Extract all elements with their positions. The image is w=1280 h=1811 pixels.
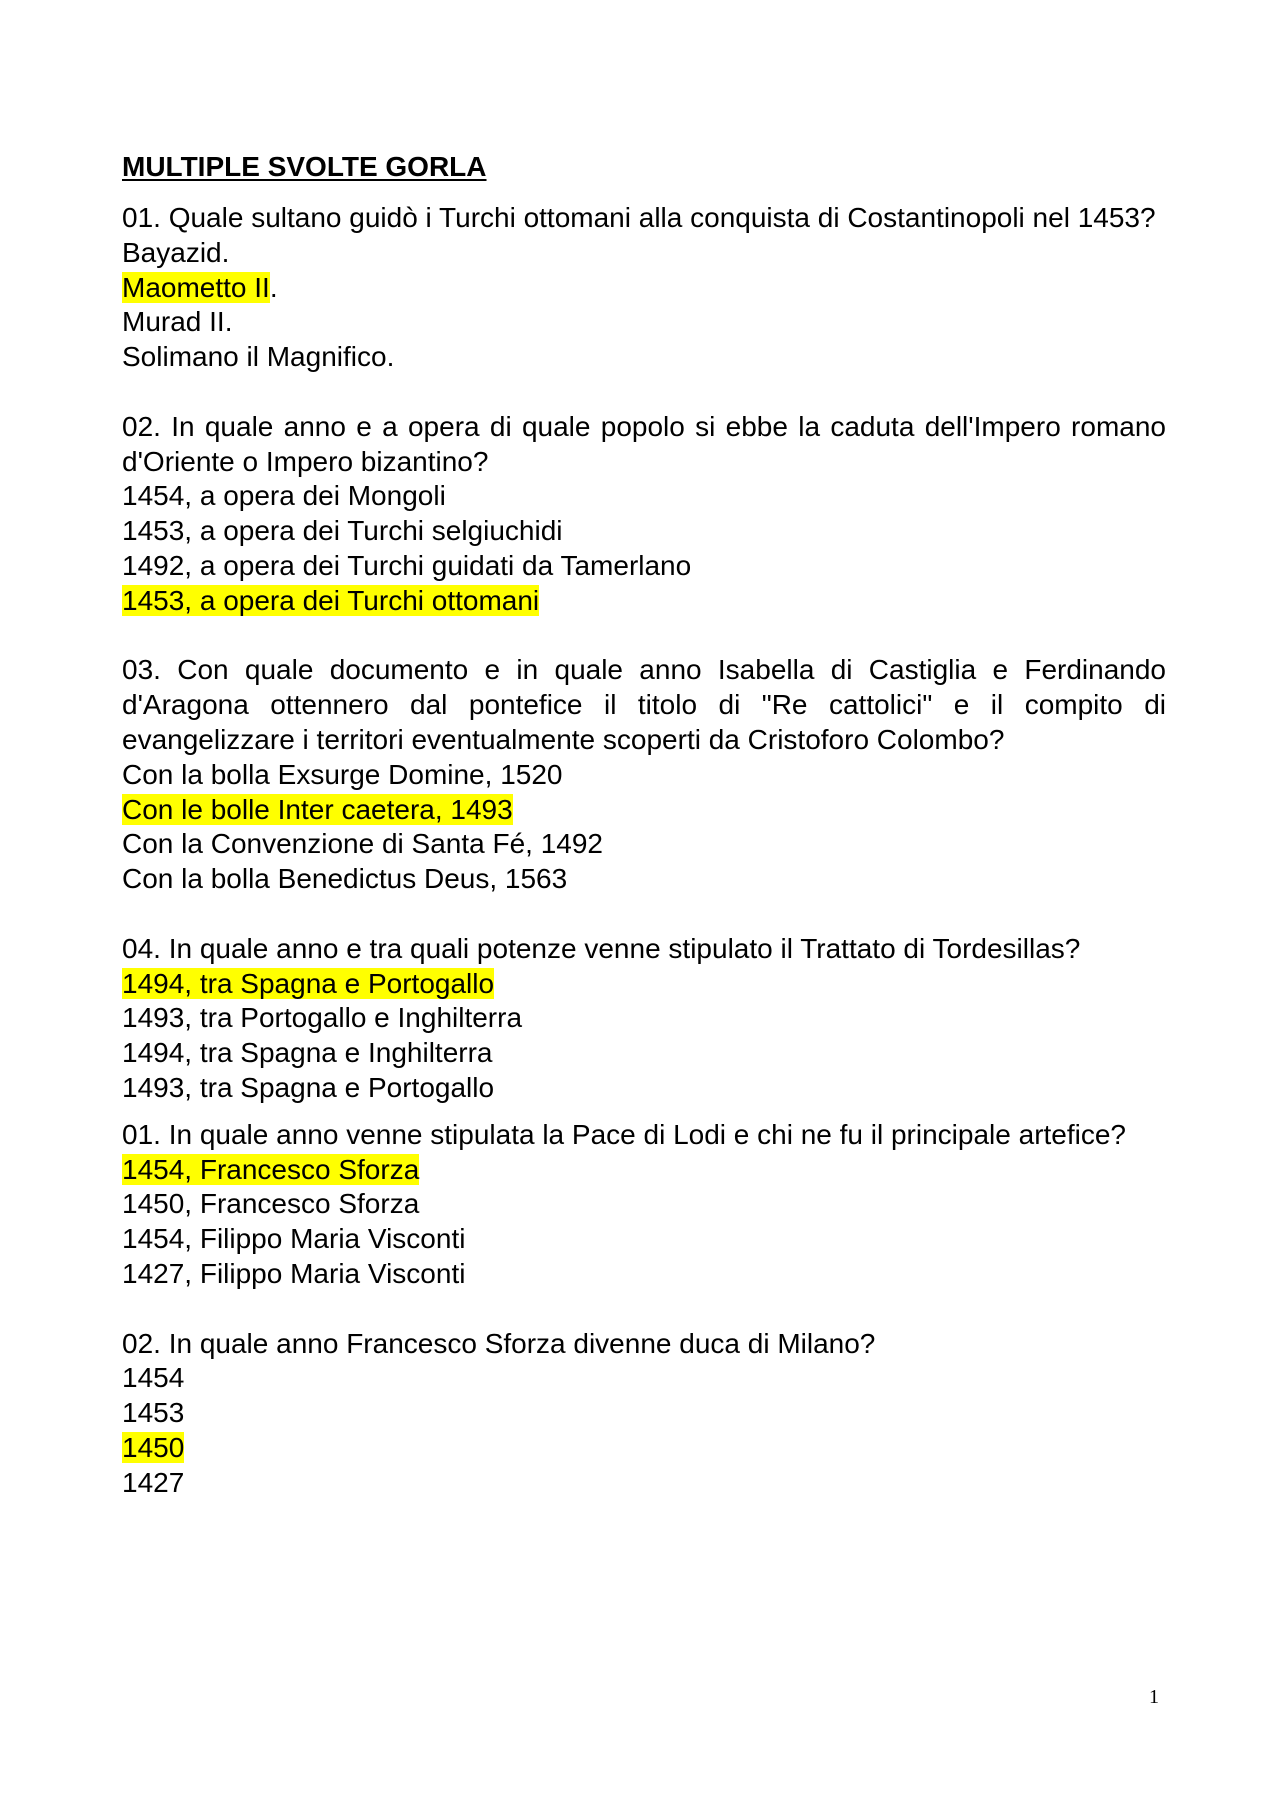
question-block: [122, 201, 1166, 375]
question-text: 02. In quale anno Francesco Sforza divenne duca di Milano?: [122, 1327, 876, 1359]
question-block: [122, 1118, 1166, 1292]
document-page: [122, 148, 1166, 1500]
answer-option: 1492, a opera dei Turchi guidati da Tamerlano: [122, 549, 692, 581]
answer-option-correct: Maometto II.: [122, 271, 278, 303]
answer-option-correct: [122, 793, 1166, 828]
question-text: 02. In quale anno e a opera di quale popolo si ebbe la caduta dell'Impero romano d'Oriente o Impero bizantino?: [122, 410, 1166, 477]
document-title: MULTIPLE SVOLTE GORLA: [122, 151, 487, 182]
answer-option: 1453: [122, 1397, 185, 1429]
question-block: [122, 653, 1166, 897]
answer-option: 1453, a opera dei Turchi selgiuchidi: [122, 515, 563, 547]
answer-option: 1493, tra Portogallo e Inghilterra: [122, 1002, 523, 1034]
question-text: 03. Con quale documento e in quale anno Isabella di Castiglia e Ferdinando d'Aragona ottennero dal pontefice il titolo di "Re cattolici" e il compito di evangelizzare i territori eventualmente scoperti da Cristoforo Colombo?: [122, 654, 1166, 755]
highlighted-answer: 1494, tra Spagna e Portogallo: [122, 967, 495, 999]
answer-option: 1454, Filippo Maria Visconti: [122, 1223, 466, 1255]
answer-option: 1454, a opera dei Mongoli: [122, 480, 446, 512]
answer-option: Bayazid.: [122, 236, 230, 268]
answer-option: Con la bolla Exsurge Domine, 1520: [122, 758, 563, 790]
answer-option: 1454: [122, 1362, 185, 1394]
question-text: 01. In quale anno venne stipulata la Pace di Lodi e chi ne fu il principale artefice?: [122, 1118, 1127, 1150]
answer-option: 1494, tra Spagna e Inghilterra: [122, 1037, 493, 1069]
highlighted-answer: Con le bolle Inter caetera, 1493: [122, 793, 513, 825]
answer-option: Solimano il Magnifico.: [122, 341, 395, 373]
answer-option: Con la Convenzione di Santa Fé, 1492: [122, 828, 603, 860]
highlighted-answer: 1454, Francesco Sforza: [122, 1153, 420, 1185]
question-block: [122, 932, 1166, 1106]
highlighted-answer: Maometto II: [122, 271, 270, 303]
question-block: [122, 410, 1166, 619]
answer-option: 1493, tra Spagna e Portogallo: [122, 1071, 495, 1103]
highlighted-answer: 1453, a opera dei Turchi ottomani: [122, 584, 540, 616]
answer-option-correct: [122, 1431, 1166, 1466]
question-text: 01. Quale sultano guidò i Turchi ottomani alla conquista di Costantinopoli nel 1453?: [122, 202, 1156, 233]
answer-option-correct: [122, 1153, 1166, 1188]
highlighted-answer: 1450: [122, 1431, 185, 1463]
question-text: 04. In quale anno e tra quali potenze venne stipulato il Trattato di Tordesillas?: [122, 932, 1081, 964]
answer-option: 1450, Francesco Sforza: [122, 1188, 420, 1220]
answer-option: Murad II.: [122, 306, 233, 338]
answer-option-correct: [122, 584, 1166, 619]
question-block: [122, 1327, 1166, 1501]
answer-option: Con la bolla Benedictus Deus, 1563: [122, 863, 568, 895]
answer-option: 1427: [122, 1466, 185, 1498]
page-number: 1: [1149, 1686, 1159, 1708]
answer-option: 1427, Filippo Maria Visconti: [122, 1257, 466, 1289]
answer-option-correct: [122, 967, 1166, 1002]
